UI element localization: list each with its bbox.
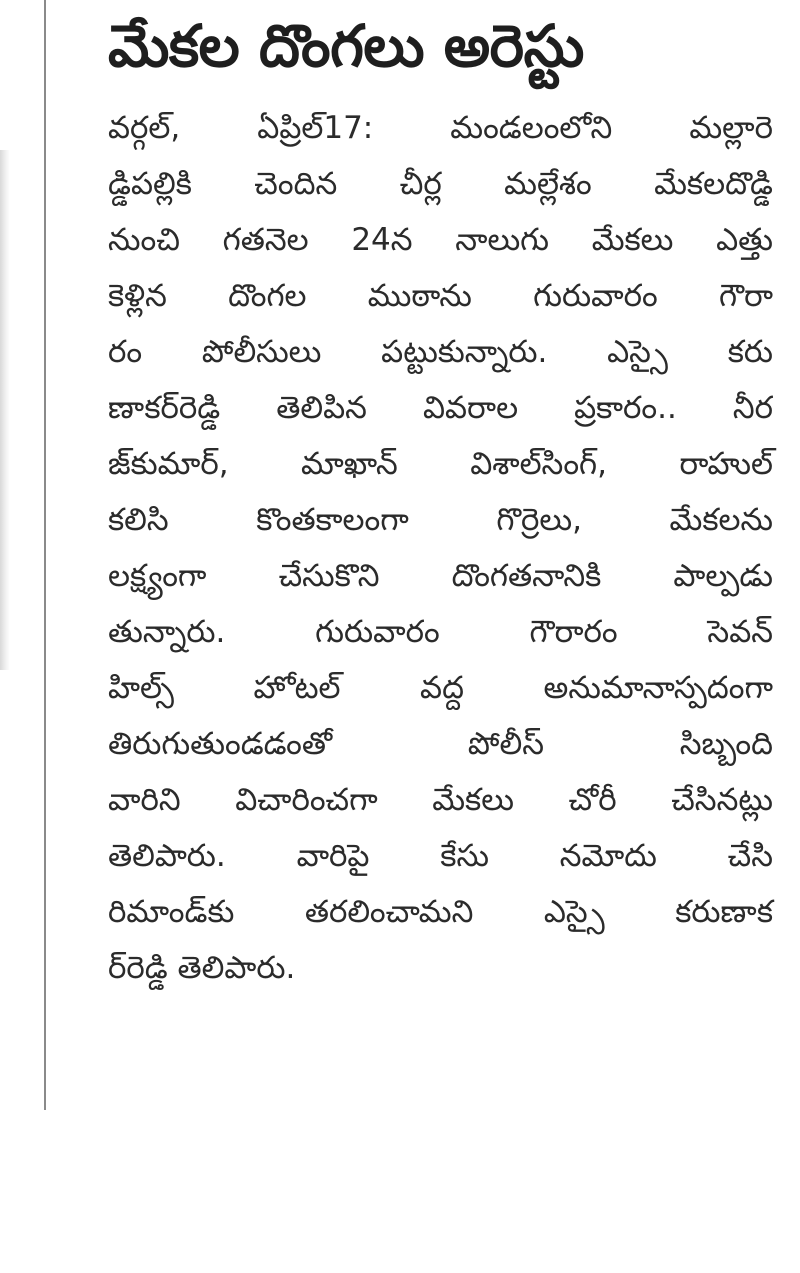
article-line: డ్డిపల్లికి చెందిన చీర్ల మల్లేశం మేకలదొడ్డి bbox=[108, 166, 773, 202]
article-line: తున్నారు. గురువారం గౌరారం సెవన్ bbox=[108, 614, 773, 650]
news-article bbox=[108, 0, 773, 996]
article-line: తిరుగుతుండడంతో పోలీస్ సిబ్బంది bbox=[108, 726, 773, 762]
article-line: కలిసి కొంతకాలంగా గొర్రెలు, మేకలను bbox=[108, 502, 773, 538]
article-line: జ్‌కుమార్, మాఖాన్ విశాల్‌సింగ్, రాహుల్ bbox=[108, 446, 773, 482]
article-line: రిమాండ్‌కు తరలించామని ఎస్సై కరుణాక bbox=[108, 894, 773, 930]
article-headline: మేకల దొంగలు అరెస్టు bbox=[108, 12, 584, 80]
article-body bbox=[108, 100, 773, 996]
article-line: నుంచి గతనెల 24న నాలుగు మేకలు ఎత్తు bbox=[108, 222, 773, 258]
article-line: లక్ష్యంగా చేసుకొని దొంగతనానికి పాల్పడు bbox=[108, 558, 773, 594]
article-line: తెలిపారు. వారిపై కేసు నమోదు చేసి bbox=[108, 838, 773, 874]
previous-column-edge bbox=[0, 150, 10, 670]
column-divider bbox=[44, 0, 46, 1110]
article-line: హిల్స్ హోటల్ వద్ద అనుమానాస్పదంగా bbox=[108, 670, 773, 706]
article-line: రం పోలీసులు పట్టుకున్నారు. ఎస్సై కరు bbox=[108, 334, 773, 370]
article-line: వారిని విచారించగా మేకలు చోరీ చేసినట్లు bbox=[108, 782, 773, 818]
article-line: వర్గల్, ఏప్రిల్17: మండలంలోని మల్లారె bbox=[108, 110, 773, 146]
article-line: కెళ్లిన దొంగల ముఠాను గురువారం గౌరా bbox=[108, 278, 773, 314]
article-line: ణాకర్‌రెడ్డి తెలిపిన వివరాల ప్రకారం.. నీర bbox=[108, 390, 773, 426]
article-line: ర్‌రెడ్డి తెలిపారు. bbox=[108, 950, 296, 986]
